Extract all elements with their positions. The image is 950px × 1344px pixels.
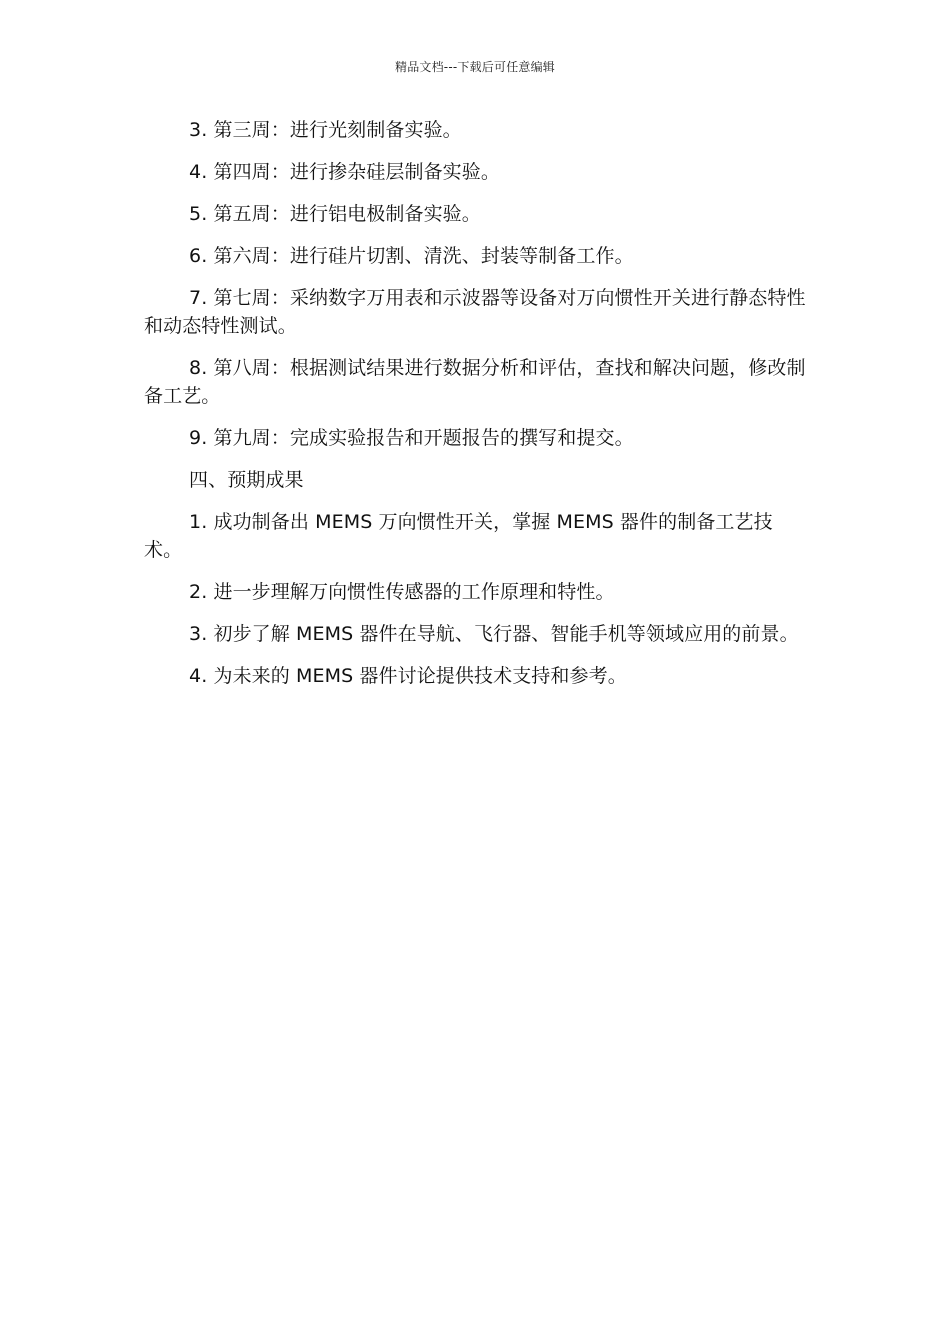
paragraph-result-1: 1. 成功制备出 MEMS 万向惯性开关，掌握 MEMS 器件的制备工艺技术。 xyxy=(144,511,773,561)
paragraph-week-4: 4. 第四周：进行掺杂硅层制备实验。 xyxy=(189,161,500,183)
paragraph-result-3: 3. 初步了解 MEMS 器件在导航、飞行器、智能手机等领域应用的前景。 xyxy=(189,623,799,645)
paragraph-week-3: 3. 第三周：进行光刻制备实验。 xyxy=(189,119,462,141)
section-heading-expected-results: 四、预期成果 xyxy=(189,469,304,491)
paragraph-week-8: 8. 第八周：根据测试结果进行数据分析和评估，查找和解决问题，修改制备工艺。 xyxy=(144,357,806,407)
paragraph-result-4: 4. 为未来的 MEMS 器件讨论提供技术支持和参考。 xyxy=(189,665,627,687)
page-header: 精品文档---下载后可任意编辑 xyxy=(395,60,555,74)
paragraph-result-2: 2. 进一步理解万向惯性传感器的工作原理和特性。 xyxy=(189,581,615,603)
paragraph-week-9: 9. 第九周：完成实验报告和开题报告的撰写和提交。 xyxy=(189,427,634,449)
document-body xyxy=(144,116,806,704)
paragraph-week-5: 5. 第五周：进行铝电极制备实验。 xyxy=(189,203,481,225)
paragraph-week-7: 7. 第七周：采纳数字万用表和示波器等设备对万向惯性开关进行静态特性和动态特性测试。 xyxy=(144,287,806,337)
paragraph-week-6: 6. 第六周：进行硅片切割、清洗、封装等制备工作。 xyxy=(189,245,634,267)
